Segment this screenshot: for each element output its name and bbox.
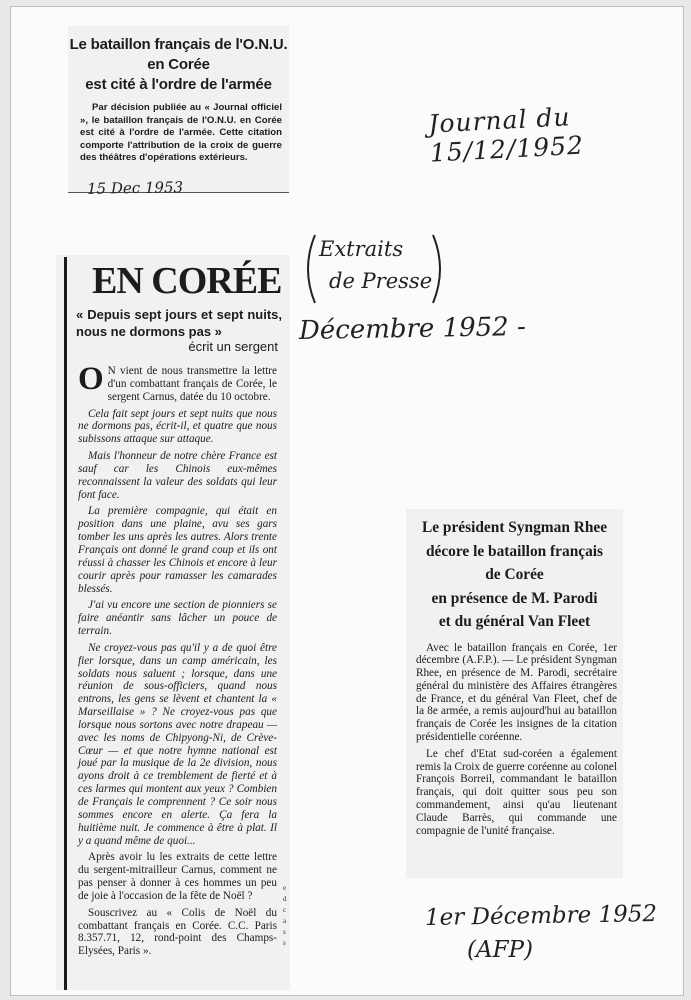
paragraph: Mais l'honneur de notre chère France est sauf car les Chinois eux-mêmes reconnaissent la valeur des soldats qui leur font face. <box>78 450 277 501</box>
handwritten-de-presse: de Presse <box>329 269 433 293</box>
handwritten-afp-date: 1er Décembre 1952 <box>424 900 658 932</box>
clipping-syngman-rhee <box>406 509 623 878</box>
paragraph: Ne croyez-vous pas qu'il y a de quoi être fier lorsque, dans un camp américain, les soldats nous saluent ; lorsque, dans une réunion de sous-officiers, quand nous entrons, les gens se lèvent et chantent la « Marseillaise » ? Ne croyez-vous pas que lorsque nous sortons avec notre drapeau — avec les noms de Chipyong-Ni, de Crève-Cœur — et que notre hymne national est joué par la musique de la 2e division, nous ayons droit à ce tremblement de fierté et à ces larmes qui montent aux yeux ? Combien de Français le comprennent ? Ce soir nous sommes encore en alerte. Ça fera la huitième nuit. Je commence à être à plat. Il y a quand même de quoi... <box>78 641 277 847</box>
clipping-headline <box>406 509 623 634</box>
drop-cap: O <box>78 361 104 397</box>
archive-page <box>10 6 684 996</box>
paragraph: Le chef d'Etat sud-coréen a également remis la Croix de guerre coréenne au colonel François Borreil, commandant le bataillon français, qui doit quitter sous peu son commandement, ainsi qu'au lieutenant Claude Barrès, qui commande une compagnie de l'unité française. <box>416 747 617 837</box>
clipping-onu-citation <box>68 26 289 193</box>
clipping-byline: écrit un sergent <box>188 339 278 354</box>
paragraph-text: N vient de nous transmettre la lettre d'un combattant français de Corée, le sergent Carnus, datée du 10 octobre. <box>107 365 277 403</box>
clipping-subtitle: « Depuis sept jours et sept nuits, nous ne dormons pas » <box>76 307 282 339</box>
paragraph: Cela fait sept jours et sept nuits que nous ne dormons pas, écrit-il, et quatre que nous subissons attaque sur attaque. <box>78 407 277 446</box>
headline-line: de Corée <box>485 566 544 583</box>
clipping-text <box>416 642 617 838</box>
paragraph: J'ai vu encore une section de pionniers se faire anéantir sans lâcher un pouce de terrain. <box>78 599 277 638</box>
handwritten-journal-date: Journal du 15/12/1952 <box>427 102 585 168</box>
column-rule <box>64 257 67 990</box>
headline-line: Le président Syngman Rhee <box>421 519 608 536</box>
handwritten-extraits-block <box>299 231 449 307</box>
clipping-headline <box>68 26 289 95</box>
handwritten-date-1953: 15 Dec 1953 <box>86 178 184 198</box>
handwritten-month: Décembre 1952 - <box>298 312 527 346</box>
paragraph: Après avoir lu les extraits de cette lettre du sergent-mitrailleur Carnus, comment ne pas penser à donner à ces hommes un peu de joie à l'occasion de la fête de Noël ? <box>78 851 277 902</box>
clipping-title: EN CORÉE <box>92 260 282 302</box>
paragraph: Avec le bataillon français en Corée, 1er décembre (A.F.P.). — Le président Syngman Rhee, en présence de M. Parodi, secrétaire général du ministère des Affaires étrangères de France, et du général Van Fleet, chef de la 8e armée, a remis aujourd'hui au bataillon français de Corée les insignes de la citation présidentielle coréenne. <box>416 641 617 744</box>
handwritten-afp: (AFP) <box>467 937 533 963</box>
paragraph: Souscrivez au « Colis de Noël du combattant français en Corée. C.C. Paris 8.357.71, 12, rond-point des Champs-Elysées, Paris ». <box>78 906 277 958</box>
headline-line: et du général Van Fleet <box>438 613 591 630</box>
paragraph: La première compagnie, qui était en position dans une plaine, avu ses gars tomber les uns après les autres. Alors trente Français ont donné le grand coup et ils ont réussi à chasser les Chinois et encore à leur courir après pour ramasser les camarades blessés. <box>78 505 277 595</box>
headline-line: décore le bataillon français <box>425 542 604 560</box>
paragraph <box>78 361 277 404</box>
clipping-en-coree <box>56 255 290 990</box>
clipping-body: Par décision publiée au « Journal officiel », le bataillon français de l'O.N.U. en Corée est cité à l'ordre de l'armée. Cette citation comporte l'attribution de la croix de guerre des théâtres d'opérations extérieurs. <box>80 102 282 163</box>
headline-line: est cité à l'ordre de l'armée <box>85 76 272 93</box>
headline-line: en présence de M. Parodi <box>431 589 598 607</box>
headline-line: Le bataillon français de l'O.N.U. <box>69 36 288 53</box>
cropped-edge-text: e d c a s s <box>283 884 287 947</box>
headline-line: en Corée <box>147 56 210 73</box>
handwritten-extraits: Extraits <box>319 237 404 261</box>
clipping-text <box>78 361 277 962</box>
